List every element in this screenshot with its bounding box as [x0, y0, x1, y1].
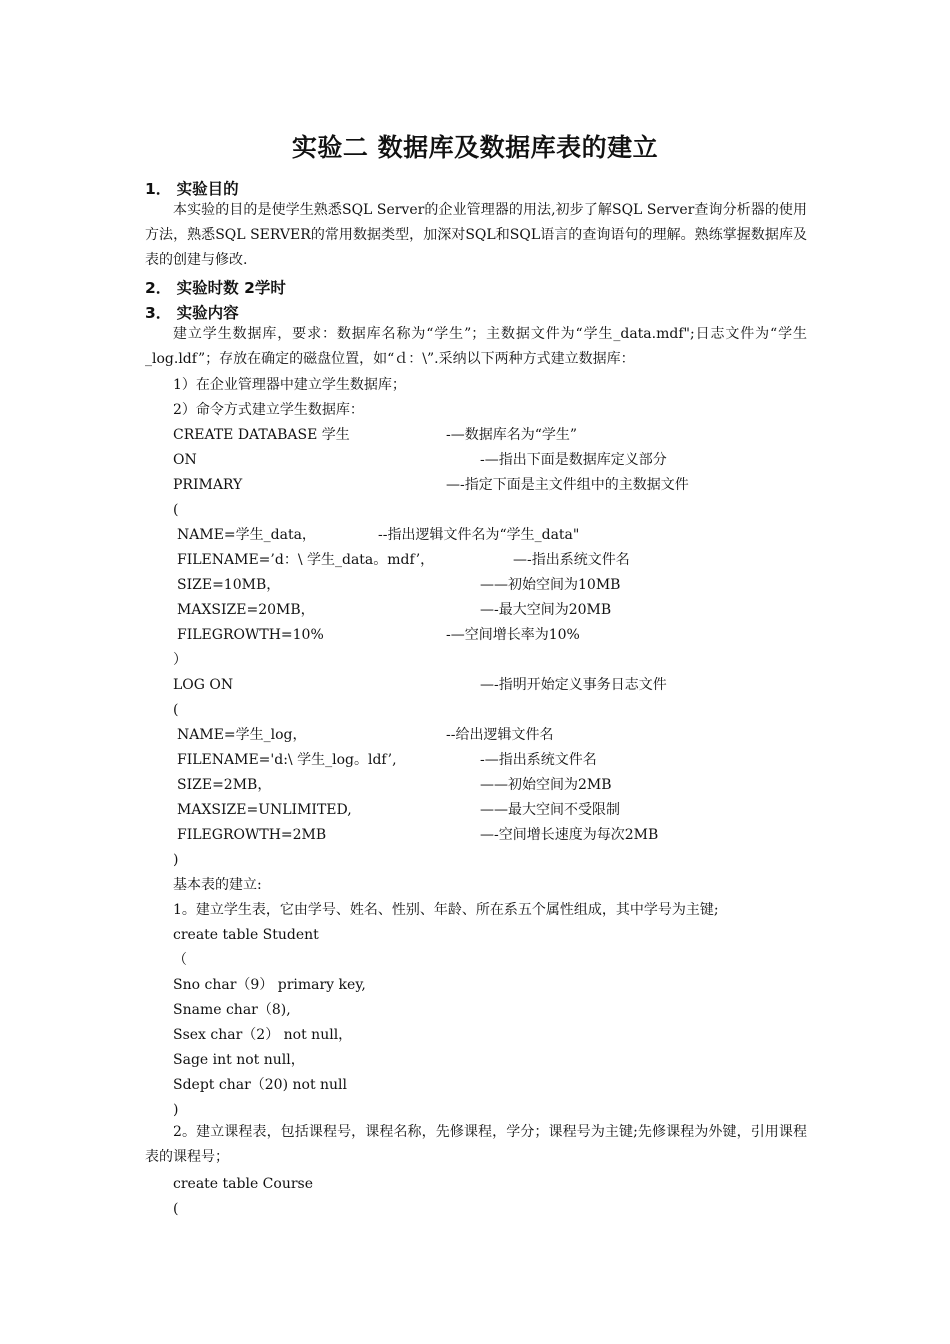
section-heading-content: 3． 实验内容 — [145, 304, 239, 322]
section-heading-purpose: 1． 实验目的 — [145, 180, 239, 198]
method-2: 2）命令方式建立学生数据库： — [173, 402, 364, 418]
code-line: ) — [173, 1102, 179, 1118]
code-line: ) — [173, 852, 179, 868]
student-table-description: 1。建立学生表，它由学号、姓名、性别、年龄、所在系五个属性组成，其中学号为主键; — [173, 902, 719, 918]
code-comment: -—指出系统文件名 — [480, 752, 597, 768]
code-line: ON — [173, 452, 197, 468]
code-comment: —-指明开始定义事务日志文件 — [480, 677, 667, 693]
code-line: MAXSIZE=20MB， — [177, 602, 315, 618]
content-intro-paragraph: 建立学生数据库，要求：数据库名称为“学生”；主数据文件为“学生_data.mdf";日志文件为“学生_log.ldf”；存放在确定的磁盘位置，如“ｄ：\”.采纳以下两种方式建立数据库： — [145, 326, 807, 367]
code-line: Sno char（9） primary key, — [173, 977, 366, 993]
code-comment: ——初始空间为10MB — [480, 577, 621, 593]
code-line: CREATE DATABASE 学生 — [173, 427, 350, 443]
code-comment: —-最大空间为20MB — [480, 602, 612, 618]
code-line: MAXSIZE=UNLIMITED, — [177, 802, 352, 818]
code-line: create table Student — [173, 927, 319, 943]
code-line: Sname char（8), — [173, 1002, 291, 1018]
code-line: ( — [173, 702, 179, 718]
purpose-paragraph: 本实验的目的是使学生熟悉SQL Server的企业管理器的用法,初步了解SQL Server查询分析器的使用方法，熟悉SQL SERVER的常用数据类型，加深对SQL和SQL语言的查询语句的理解。熟练掌握数据库及表的创建与修改. — [145, 202, 807, 268]
method-1: 1）在企业管理器中建立学生数据库； — [173, 377, 406, 393]
section-heading-hours: 2． 实验时数 2学时 — [145, 279, 286, 297]
code-line: NAME=学生_data， — [177, 527, 316, 543]
page-title: 实验二 数据库及数据库表的建立 — [291, 133, 659, 162]
code-line: FILENAME=’d：\ 学生_data。mdf’， — [177, 552, 435, 568]
code-line: （ — [173, 952, 187, 968]
code-line: ( — [173, 1201, 179, 1217]
code-line: Sage int not null， — [173, 1052, 305, 1068]
code-line: NAME=学生_log， — [177, 727, 307, 743]
code-comment: —-指定下面是主文件组中的主数据文件 — [446, 477, 689, 493]
code-comment: ——初始空间为2MB — [480, 777, 612, 793]
code-comment: -—空间增长率为10% — [446, 627, 580, 643]
tables-intro: 基本表的建立: — [173, 877, 262, 893]
code-line: create table Course — [173, 1176, 313, 1192]
course-table-description: 2。建立课程表，包括课程号，课程名称，先修课程，学分；课程号为主键;先修课程为外键，引用课程表的课程号； — [145, 1124, 807, 1165]
code-comment: —-指出系统文件名 — [513, 552, 630, 568]
code-line: Sdept char（20) not null — [173, 1077, 348, 1093]
code-comment: -—数据库名为“学生” — [446, 427, 578, 443]
code-comment: -—指出下面是数据库定义部分 — [480, 452, 667, 468]
code-line: SIZE=2MB， — [177, 777, 272, 793]
code-line: PRIMARY — [173, 477, 243, 493]
code-comment: --指出逻辑文件名为“学生_data" — [378, 527, 580, 543]
code-line: SIZE=10MB， — [177, 577, 281, 593]
code-line: FILENAME='d:\ 学生_log。ldf’, — [177, 752, 397, 768]
code-line: FILEGROWTH=2MB — [177, 827, 327, 843]
code-comment: —-空间增长速度为每次2MB — [480, 827, 659, 843]
code-line: FILEGROWTH=10% — [177, 627, 324, 643]
code-line: ） — [173, 652, 187, 668]
code-line: Ssex char（2） not null， — [173, 1027, 353, 1043]
code-comment: ——最大空间不受限制 — [480, 802, 620, 818]
code-line: ( — [173, 502, 179, 518]
code-line: LOG ON — [173, 677, 234, 693]
code-comment: --给出逻辑文件名 — [446, 727, 554, 743]
